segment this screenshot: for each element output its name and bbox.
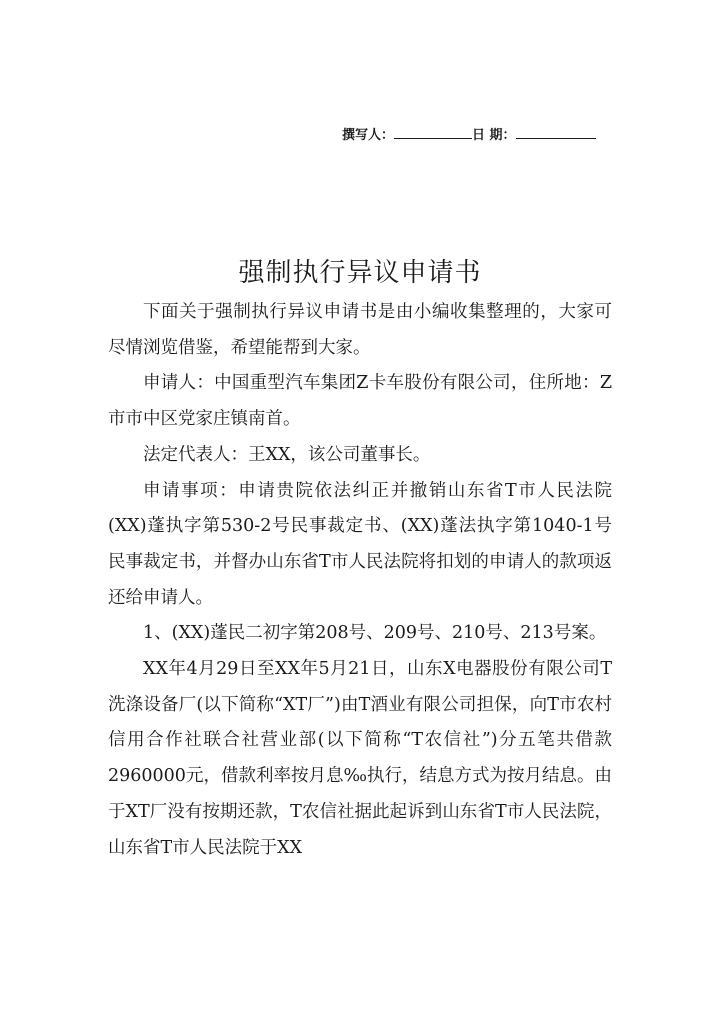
- paragraph-case-numbers: 1、(XX)蓬民二初字第208号、209号、210号、213号案。: [143, 623, 607, 644]
- document-body: [108, 295, 612, 866]
- date-blank: [516, 124, 596, 139]
- author-blank: [394, 124, 472, 139]
- author-label: 撰写人：: [342, 128, 395, 143]
- paragraph-intro: 下面关于强制执行异议申请书是由小编收集整理的，大家可尽情浏览借鉴，希望能帮到大家。: [108, 302, 612, 358]
- paragraph-case-facts: XX年4月29日至XX年5月21日，山东X电器股份有限公司T洗涤设备厂(以下简称“XT厂”)由T酒业有限公司担保，向T市农村信用合作社联合社营业部(以下简称“T农信社”)分五笔共借款2960000元，借款利率按月息‰执行，结息方式为按月结息。由于XT厂没有按期还款，T农信社据此起诉到山东省T市人民法院，山东省T市人民法院于XX: [108, 659, 612, 858]
- date-label: 日 期：: [472, 128, 516, 143]
- paragraph-application-matters: 申请事项：申请贵院依法纠正并撤销山东省T市人民法院(XX)蓬执字第530-2号民事裁定书、(XX)蓬法执字第1040-1号民事裁定书，并督办山东省T市人民法院将扣划的申请人的款项返还给申请人。: [108, 480, 612, 608]
- document-title: 强制执行异议申请书: [238, 258, 482, 288]
- author-date-line: [342, 124, 617, 146]
- paragraph-applicant: 申请人：中国重型汽车集团Z卡车股份有限公司，住所地：Z市市中区党家庄镇南首。: [108, 373, 612, 430]
- paragraph-legal-representative: 法定代表人：王XX，该公司董事长。: [143, 444, 431, 465]
